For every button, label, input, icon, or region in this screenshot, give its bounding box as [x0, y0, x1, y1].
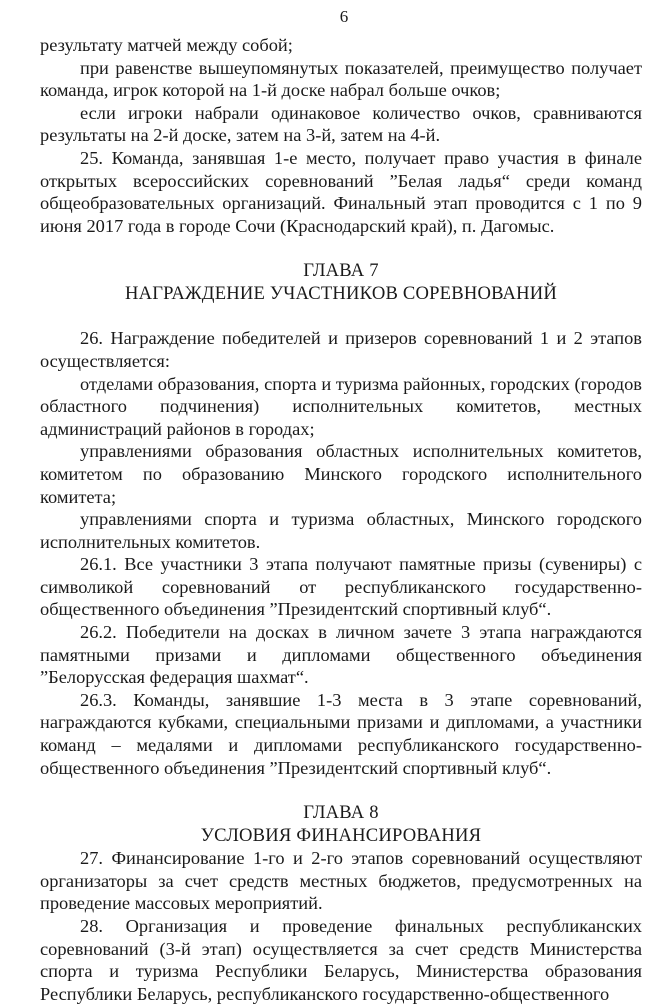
paragraph-26-district-departments: отделами образования, спорта и туризма районных, городских (городов областного подчинения) исполнительных комитетов, местных администраций районов в городах;	[40, 373, 642, 439]
paragraph-tiebreak-board-1: при равенстве вышеупомянутых показателей, преимущество получает команда, игрок которой на 1-й доске набрал больше очков;	[40, 57, 642, 101]
paragraph-intro-continuation: результату матчей между собой;	[40, 35, 293, 55]
page-number: 6	[339, 7, 349, 26]
chapter-7-number: ГЛАВА 7	[303, 260, 379, 282]
paragraph-25: 25. Команда, занявшая 1-е место, получает право участия в финале открытых всероссийских соревнований ”Белая ладья“ среди команд общеобразовательных организаций. Финальный этап проводится с 1 по 9 июня 2017 года в городе Сочи (Краснодарский край), п. Дагомыс.	[40, 147, 642, 236]
chapter-8-title: УСЛОВИЯ ФИНАНСИРОВАНИЯ	[200, 825, 482, 847]
paragraph-26-2: 26.2. Победители на досках в личном зачете 3 этапа награждаются памятными призами и дипломами общественного объединения ”Белорусская федерация шахмат“.	[40, 622, 642, 688]
chapter-7-title: НАГРАЖДЕНИЕ УЧАСТНИКОВ СОРЕВНОВАНИЙ	[124, 283, 558, 305]
paragraph-26-1: 26.1. Все участники 3 этапа получают памятные призы (сувениры) с символикой соревнований от республиканского государственно-общественного объединения ”Президентский спортивный клуб“.	[40, 554, 642, 620]
paragraph-26: 26. Награждение победителей и призеров соревнований 1 и 2 этапов осуществляется:	[40, 328, 642, 371]
chapter-8-number: ГЛАВА 8	[303, 802, 379, 824]
paragraph-26-3: 26.3. Команды, занявшие 1-3 места в 3 этапе соревнований, награждаются кубками, специальными призами и дипломами, а участники команд – медалями и дипломами республиканского государственно-общественного объединения ”Президентский спортивный клуб“.	[40, 689, 642, 778]
paragraph-26-sport-departments: управлениями спорта и туризма областных, Минского городского исполнительных комитетов.	[40, 509, 642, 552]
paragraph-tiebreak-board-2: если игроки набрали одинаковое количество очков, сравниваются результаты на 2-й доске, затем на 3-й, затем на 4-й.	[40, 102, 642, 146]
paragraph-26-education-departments: управлениями образования областных исполнительных комитетов, комитетом по образованию Минского городского исполнительного комитета;	[40, 441, 642, 507]
paragraph-28: 28. Организация и проведение финальных республиканских соревнований (3-й этап) осуществляется за счет средств Министерства спорта и туризма Республики Беларусь, Министерства образования Республики Беларусь, республиканского государственно-общественного	[40, 916, 642, 1004]
paragraph-27: 27. Финансирование 1-го и 2-го этапов соревнований осуществляют организаторы за счет средств местных бюджетов, предусмотренных на проведение массовых мероприятий.	[40, 848, 642, 914]
